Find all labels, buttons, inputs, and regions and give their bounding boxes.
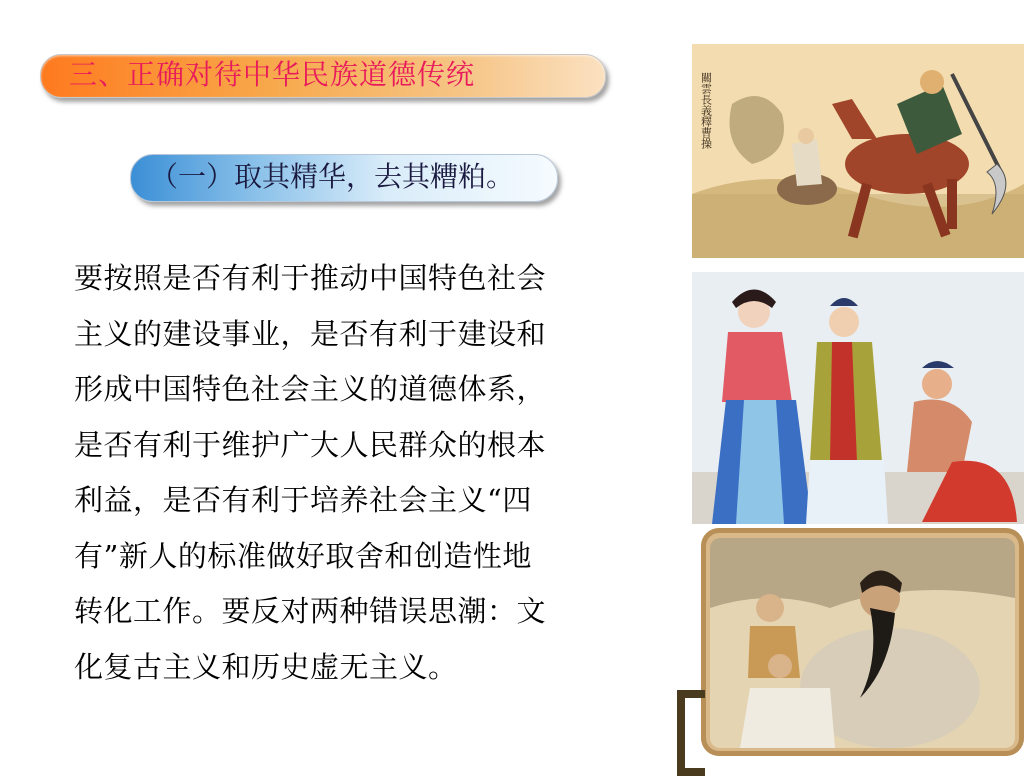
body-line: 利益，是否有利于培养社会主义“四 — [74, 483, 532, 517]
section-title: 三、正确对待中华民族道德传统 — [69, 58, 476, 91]
elder-scholar-painting-image — [710, 538, 1015, 748]
painting-caption — [700, 72, 713, 149]
body-line: 要按照是否有利于推动中国特色社会 — [74, 261, 547, 295]
body-line: 化复古主义和历史虚无主义。 — [74, 649, 458, 684]
body-line: 主义的建设事业，是否有利于建设和 — [74, 316, 547, 351]
svg-text:關雲長義釋曹操: 關雲長義釋曹操 — [699, 72, 713, 149]
body-paragraph — [74, 251, 634, 695]
body-line: 有”新人的标准做好取舍和创造性地 — [74, 538, 532, 573]
body-line: 形成中国特色社会主义的道德体系， — [74, 372, 547, 406]
traditional-costume-scene-image — [692, 272, 1024, 524]
section-title-pill — [40, 54, 606, 98]
subtitle: （一）取其精华，去其糟粕。 — [150, 160, 515, 193]
body-line: 是否有利于维护广大人民群众的根本 — [74, 427, 547, 462]
decorative-bracket — [677, 690, 705, 776]
body-line: 转化工作。要反对两种错误思潮：文 — [74, 594, 547, 628]
guan-yu-painting-image — [692, 44, 1024, 258]
